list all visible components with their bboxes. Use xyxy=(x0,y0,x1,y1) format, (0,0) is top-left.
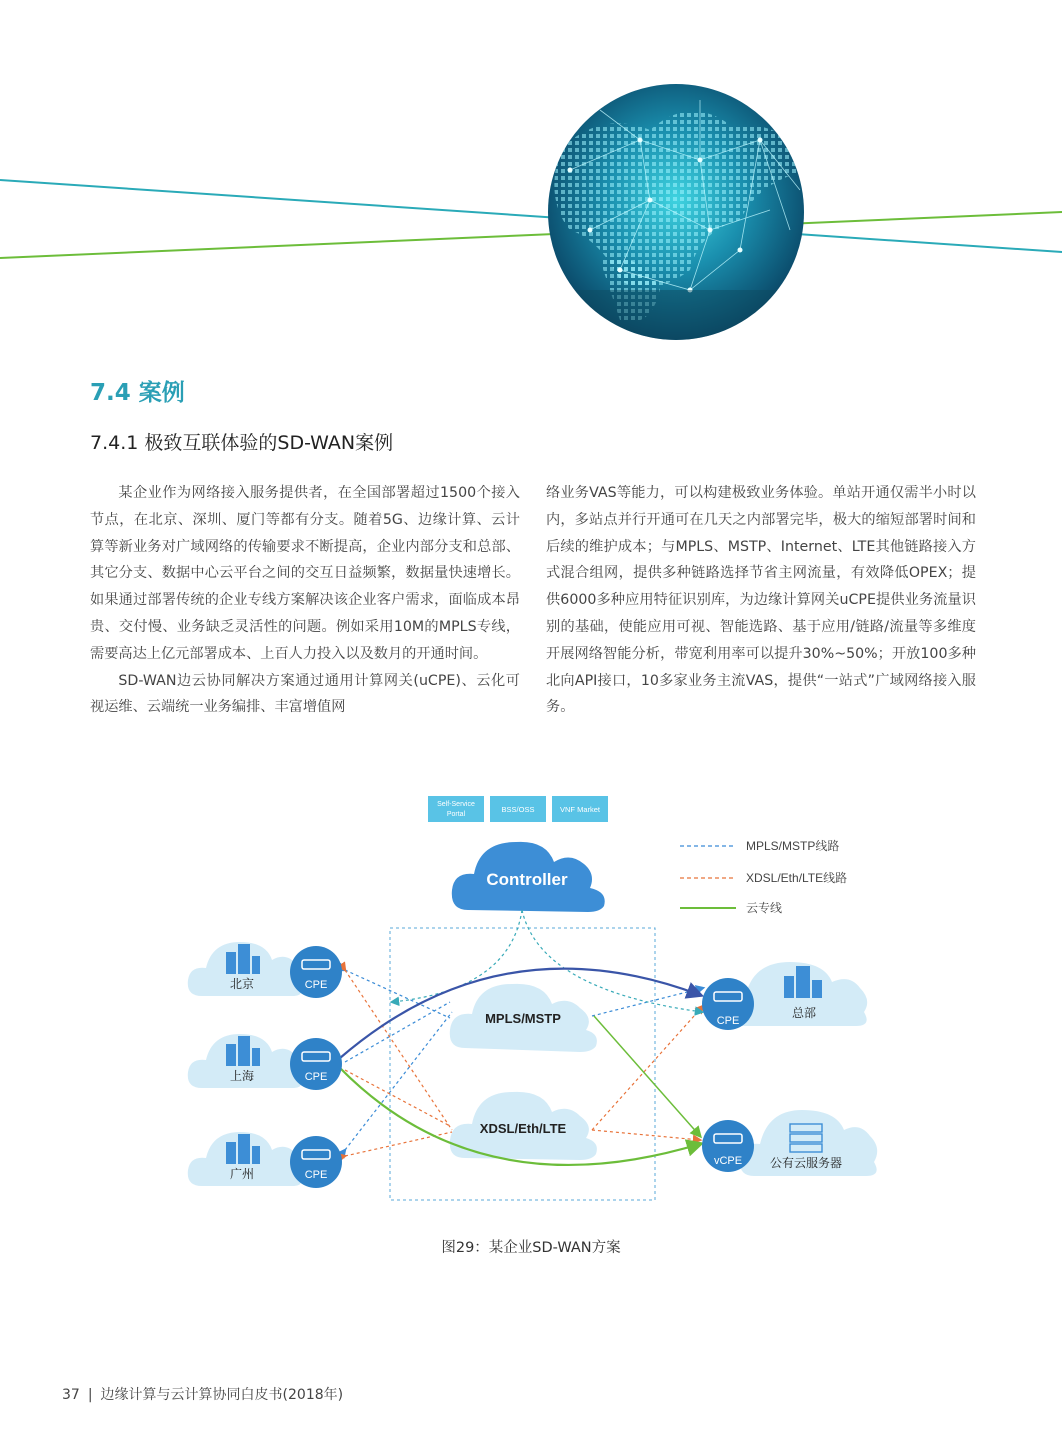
site-beijing-label: 北京 xyxy=(229,977,255,991)
body-paragraph-2-start: SD-WAN边云协同解决方案通过通用计算网关(uCPE)、云化可视运维、云端统一业务编排、丰富增值网 xyxy=(90,672,520,716)
controller-link-right xyxy=(522,910,702,1012)
xdsl-line-shanghai xyxy=(345,1070,450,1126)
mpls-line-shanghai xyxy=(345,1002,450,1062)
site-shanghai xyxy=(188,1034,342,1090)
legend xyxy=(680,838,847,915)
subsection-title: 极致互联体验的SD-WAN案例 xyxy=(144,432,394,454)
site-hq xyxy=(702,962,867,1030)
section-number: 7.4 xyxy=(90,380,131,406)
top-box-bss-label: BSS/OSS xyxy=(501,805,535,814)
banner-line-teal xyxy=(0,180,1062,252)
site-shanghai-label: 上海 xyxy=(229,1069,255,1083)
legend-xdsl: XDSL/Eth/LTE线路 xyxy=(746,871,848,885)
cpe-beijing xyxy=(290,946,342,998)
globe-image xyxy=(548,84,810,350)
cpe-hq-label: CPE xyxy=(716,1015,740,1027)
xdsl-line-cloud xyxy=(592,1130,700,1140)
cpe-hq xyxy=(702,978,754,1030)
cloud-line-mpls-public xyxy=(594,1016,700,1136)
site-public-cloud xyxy=(702,1110,877,1176)
top-box-bss xyxy=(490,796,546,822)
body-paragraph-1: 某企业作为网络接入服务提供者，在全国部署超过1500个接入节点，在北京、深圳、厦门等都有分支。随着5G、边缘计算、云计算等新业务对广域网络的传输要求不断提高，企业内部分支和总部、其它分支、数据中心云平台之间的交互日益频繁，数据量快速增长。如果通过部署传统的企业专线方案解决该企业客户需求，面临成本昂贵、交付慢、业务缺乏灵活性的问题。例如采用10M的MPLS专线，需要高达上亿元部署成本、上百人力投入以及数月的开通时间。 xyxy=(90,485,520,662)
mpls-line-guangzhou xyxy=(345,1012,452,1150)
xdsl-line-hq xyxy=(592,1006,703,1130)
sdwan-diagram xyxy=(180,790,880,1210)
footer-title: 边缘计算与云计算协同白皮书(2018年) xyxy=(100,1387,344,1403)
section-heading xyxy=(90,374,185,407)
site-public-cloud-label: 公有云服务器 xyxy=(769,1156,843,1170)
site-beijing xyxy=(188,942,342,998)
mpls-cloud xyxy=(450,984,597,1052)
svg-text:Portal: Portal xyxy=(446,811,466,818)
network-boundary xyxy=(390,928,655,1200)
body-column-right xyxy=(546,480,976,721)
xdsl-label: XDSL/Eth/LTE xyxy=(479,1121,567,1136)
body-paragraph-2-end: 络业务VAS等能力，可以构建极致业务体验。单站开通仅需半小时以内，多站点并行开通可在几天之内部署完毕，极大的缩短部署时间和后续的维护成本；与MPLS、MSTP、Internet、LTE其他链路接入方式混合组网，提供多种链路选择节省主网流量，有效降低OPEX；提供6000多种应用特征识别库，为边缘计算网关uCPE提供业务流量识别的基础，使能应用可视、智能选路、基于应用/链路/流量等多维度开展网络智能分析，带宽利用率可以提升30%~50%；开放100多种北向API接口，10多家业务主流VAS，提供“一站式”广域网络接入服务。 xyxy=(546,485,976,716)
top-box-vnf-label: VNF Market xyxy=(559,805,601,814)
cpe-beijing-label: CPE xyxy=(304,979,328,991)
cpe-shanghai-label: CPE xyxy=(304,1071,328,1083)
cpe-guangzhou xyxy=(290,1136,342,1188)
section-title: 案例 xyxy=(138,380,185,406)
header-banner xyxy=(0,0,1062,350)
legend-cloud-line: 云专线 xyxy=(746,901,783,915)
body-column-left xyxy=(90,480,520,721)
cpe-shanghai xyxy=(290,1038,342,1090)
mpls-label: MPLS/MSTP xyxy=(485,1011,561,1026)
banner-line-green xyxy=(0,212,1062,258)
site-guangzhou-label: 广州 xyxy=(229,1167,255,1181)
subsection-number: 7.4.1 xyxy=(90,432,139,454)
footer-separator: | xyxy=(87,1387,93,1403)
subsection-heading xyxy=(90,428,393,455)
site-hq-label: 总部 xyxy=(791,1006,817,1020)
controller-label: Controller xyxy=(486,870,568,889)
page-number: 37 xyxy=(62,1387,80,1403)
top-box-portal xyxy=(428,796,484,822)
controller-cloud xyxy=(452,842,605,912)
page-footer xyxy=(62,1384,343,1404)
vcpe-public-cloud xyxy=(702,1120,754,1172)
site-guangzhou xyxy=(188,1132,342,1188)
top-box-vnf xyxy=(552,796,608,822)
svg-text:Self-Service: Self-Service xyxy=(437,801,475,808)
figure-caption: 图29：某企业SD-WAN方案 xyxy=(441,1240,621,1256)
legend-mpls: MPLS/MSTP线路 xyxy=(746,839,840,853)
vcpe-label: vCPE xyxy=(713,1155,743,1167)
cpe-guangzhou-label: CPE xyxy=(304,1169,328,1181)
